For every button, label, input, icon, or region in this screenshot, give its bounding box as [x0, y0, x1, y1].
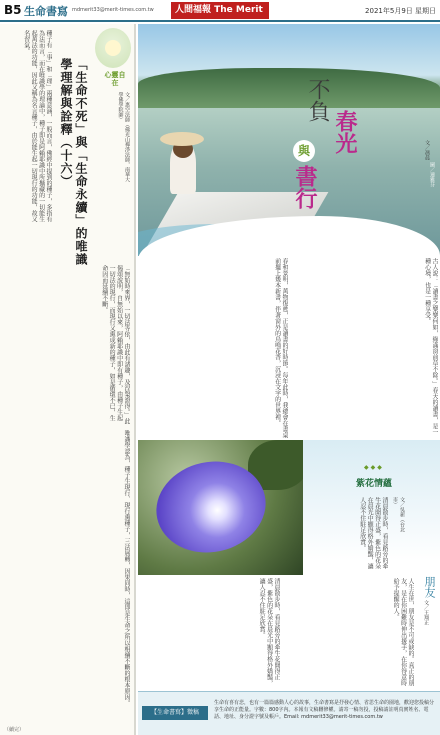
column-end-mark: （續完） [4, 727, 25, 733]
morning-glory-photo [138, 440, 303, 575]
essay1-body-1: 春和景明，萬物復甦，正是讀書的好時節。每年此時，我總會在書桌前擺上幾本新書，伴著窗外的鳥鳴花香，沉浸在文字的世界裡。 [273, 258, 288, 438]
column-author: 文／惠空法師（佛光山禪淨法師，南華大學佛學院師） [117, 92, 130, 182]
page-header [0, 0, 440, 22]
essay1-title-connector: 與 [293, 140, 315, 162]
submission-label: 【生命書寫】徵稿 [142, 706, 208, 720]
hero-photo-reading-by-lake [138, 24, 440, 256]
essay2-body: 清晨散步時，看見路旁的牽牛花開得正盛，紫色的花朵在晨光中顯得格外嬌豔，讓人忍不住駐足欣賞。 [358, 497, 388, 569]
sun-hat [160, 132, 204, 146]
essay2-author: 文／吳新（台北市） [392, 497, 405, 532]
essay2-body-continued: 清晨散步時，看見路旁的牽牛花開得正盛，紫色的花朵在晨光中顯得格外嬌豔，讓人忍不住駐足欣賞。 [258, 578, 280, 686]
column-title: 「生命不死」與「生命永續」的唯識學理解與詮釋（十六） [59, 58, 88, 266]
essay3-author: 文／王翔正 [423, 600, 429, 625]
section-title: 生命書寫 [24, 5, 68, 18]
column-body-3: 唯識學認為，種子生現行、現行熏種子，三法展轉，因果同時，這即是生命之所以相續不斷的根本原因。 [123, 430, 130, 706]
section-email[interactable]: mdmerit33@merit-times.com.tw [72, 7, 154, 13]
submission-footer [138, 691, 440, 735]
column-body-1: 種子有「事」和「理」兩種意涵，一般而言，佛經中提到的種子，多指有為法而言，而在唯識學的理論中，種子即是阿賴耶識中所攝藏的一切能生起萬法的功能，因此又稱為名言種子，由於能生起一切現行的功能，故又名習氣。 [22, 30, 52, 222]
essay3-body: 人生在世，朋友是不可或缺的。真正的朋友，是在你困難時伸出援手，在你得意時給予提醒的人。 [392, 578, 414, 686]
essay1-title-part1: 不負 [305, 78, 330, 122]
reading-girl [160, 132, 204, 202]
newspaper-logo: 人間福報 The Merit [171, 2, 269, 19]
essay1-author: 文／馮晨 [424, 140, 430, 160]
essay1-title-part3: 書行 [292, 165, 317, 209]
submission-text: 生命有喜有悲，也有一篇篇感動人心的故事，生命書寫是抒發心情、省思生命的園地，歡迎您投稿分享生命的正能量。字數：800字內。本報有文稿刪修權。請寄一稿勿投，投稿請註明真實姓名、電話、地址、身分證字號及帳戶。Email: mdmerit33@merit-times.com.tw [214, 700, 435, 720]
essay1-title-part2: 春光 [332, 110, 357, 154]
essay1-body-2: 古人說：「讀書之樂樂何如，綠滿窗前草不除。」春天的讀書，是一種心境，也是一種享受。 [423, 258, 438, 435]
tree-line [138, 68, 440, 108]
page-number: B5 [4, 3, 22, 17]
column-series-label: 心靈自在 [104, 71, 126, 87]
essay3-title: 朋友 [423, 576, 436, 598]
photo-credit: 圖／連雅芬 [429, 162, 435, 187]
decorative-dots: ◆◆◆ [364, 464, 384, 471]
issue-date: 2021年5月9日 星期日 [365, 7, 436, 15]
lotus-icon [95, 28, 131, 68]
essay2-title: 紫花情蘊 [356, 479, 393, 489]
column-body-2: 「無始時來界，一切法等依，由此有諸趣，及涅槃證得。」此偈頌說明，自無始以來，阿賴耶識中即有種子，由種子生起一切法的現行，而現行又熏成新的種子，如是循環不已，生命因而延續不斷。 [100, 265, 130, 424]
column-divider [134, 24, 136, 735]
